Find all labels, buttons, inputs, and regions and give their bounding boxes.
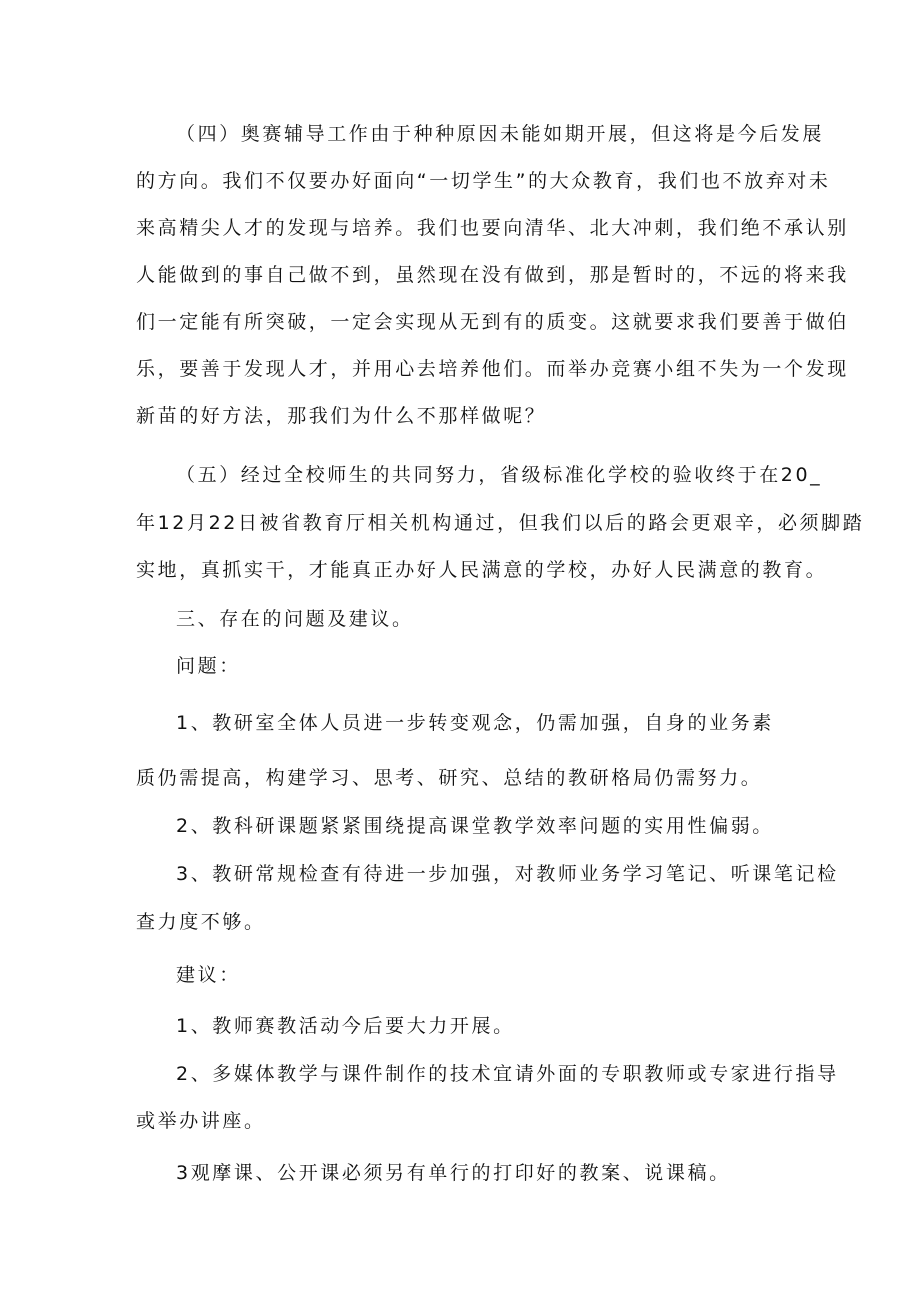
paragraph-4-line-6: 乐，要善于发现人才，并用心去培养他们。而举办竞赛小组不失为一个发现 bbox=[136, 358, 849, 380]
suggestions-heading: 建议： bbox=[176, 964, 241, 986]
problem-1-line-1: 1、教研室全体人员进一步转变观念，仍需加强，自身的业务素 bbox=[176, 712, 774, 734]
problem-2: 2、教科研课题紧紧围绕提高课堂教学效率问题的实用性偏弱。 bbox=[176, 815, 774, 837]
section-heading: 三、存在的问题及建议。 bbox=[176, 608, 414, 630]
paragraph-4-line-4: 人能做到的事自己做不到，虽然现在没有做到，那是暂时的，不远的将来我 bbox=[136, 264, 849, 286]
paragraph-5-line-2: 年12月22日被省教育厅相关机构通过，但我们以后的路会更艰辛，必须脚踏 bbox=[136, 512, 865, 534]
paragraph-5-line-1: （五）经过全校师生的共同努力，省级标准化学校的验收终于在20_ bbox=[176, 464, 823, 486]
suggestion-1: 1、教师赛教活动今后要大力开展。 bbox=[176, 1015, 515, 1037]
paragraph-4-line-3: 来高精尖人才的发现与培养。我们也要向清华、北大冲刺，我们绝不承认别 bbox=[136, 217, 849, 239]
problems-heading: 问题： bbox=[176, 655, 241, 677]
problem-3-line-1: 3、教研常规检查有待进一步加强，对教师业务学习笔记、听课笔记检 bbox=[176, 863, 839, 885]
suggestion-2-line-1: 2、多媒体教学与课件制作的技术宜请外面的专职教师或专家进行指导 bbox=[176, 1063, 839, 1085]
suggestion-2-line-2: 或举办讲座。 bbox=[136, 1110, 266, 1132]
paragraph-4-line-1: （四）奥赛辅导工作由于种种原因未能如期开展，但这将是今后发展 bbox=[176, 123, 825, 145]
paragraph-4-line-2: 的方向。我们不仅要办好面向“一切学生”的大众教育，我们也不放弃对未 bbox=[136, 170, 831, 192]
problem-1-line-2: 质仍需提高，构建学习、思考、研究、总结的教研格局仍需努力。 bbox=[136, 767, 763, 789]
paragraph-5-line-3: 实地，真抓实干，才能真正办好人民满意的学校，办好人民满意的教育。 bbox=[136, 559, 828, 581]
paragraph-4-line-7: 新苗的好方法，那我们为什么不那样做呢？ bbox=[136, 405, 547, 427]
suggestion-3: 3观摩课、公开课必须另有单行的打印好的教案、说课稿。 bbox=[176, 1162, 731, 1184]
paragraph-4-line-5: 们一定能有所突破，一定会实现从无到有的质变。这就要求我们要善于做伯 bbox=[136, 311, 849, 333]
problem-3-line-2: 查力度不够。 bbox=[136, 911, 266, 933]
